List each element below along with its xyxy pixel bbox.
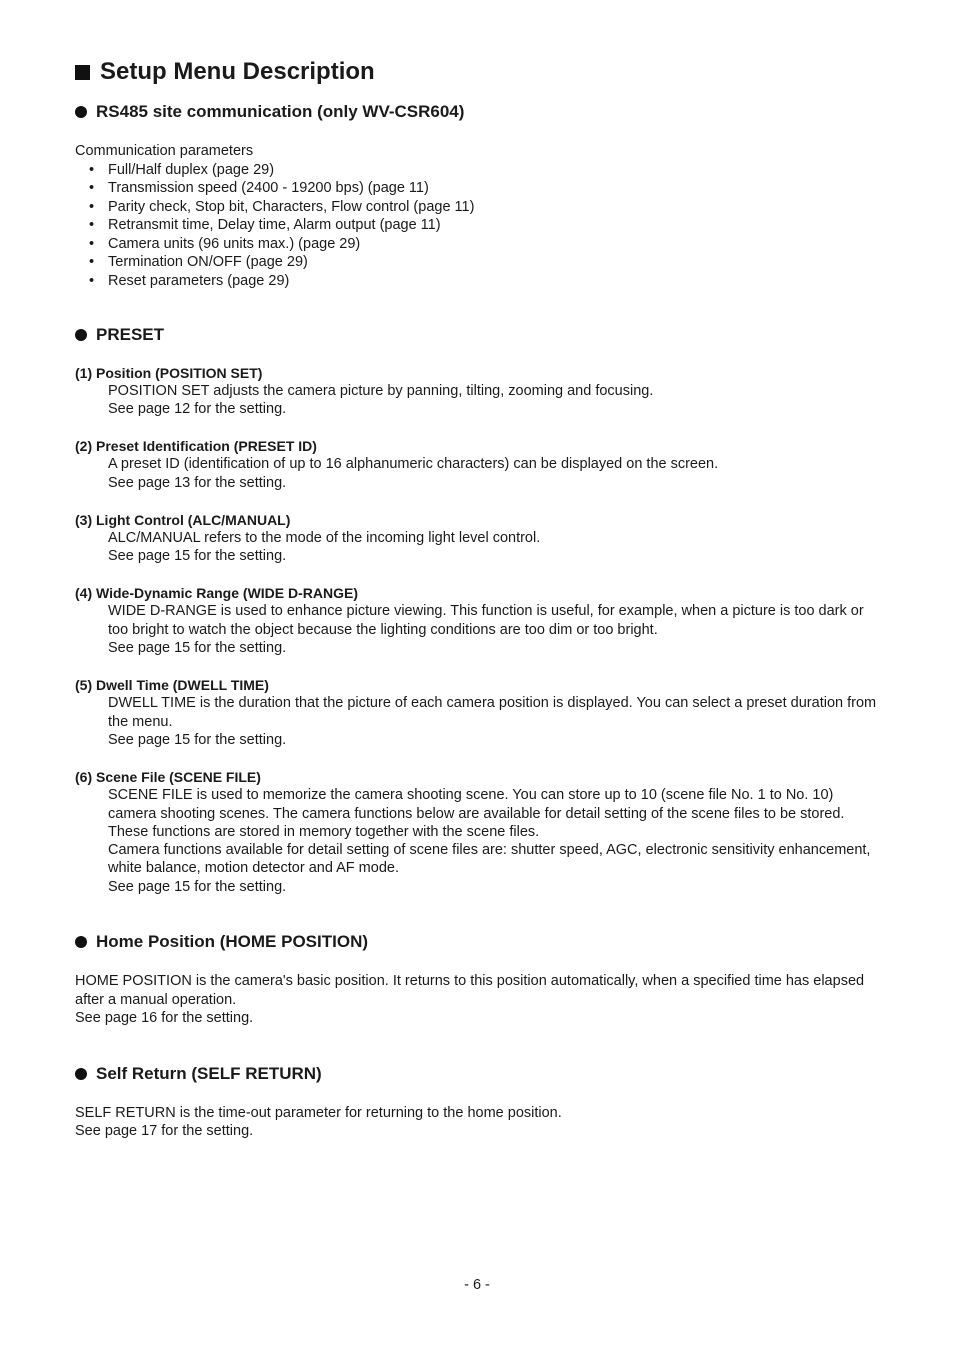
preset-item xyxy=(75,437,885,492)
item-title: (1) Position (POSITION SET) xyxy=(75,364,263,381)
section-rs485 xyxy=(75,102,885,291)
section-body: SELF RETURN is the time-out parameter for returning to the home position. See page 17 for the setting. xyxy=(75,1104,562,1139)
preset-item xyxy=(75,676,885,749)
list-item: • Retransmit time, Delay time, Alarm output (page 11) xyxy=(89,216,885,235)
list-item: • Termination ON/OFF (page 29) xyxy=(89,253,885,272)
preset-item xyxy=(75,511,885,566)
section-heading: PRESET xyxy=(75,325,885,345)
preset-item xyxy=(75,364,885,419)
section-preset xyxy=(75,325,885,896)
list-item: • Transmission speed (2400 - 19200 bps) (page 11) xyxy=(89,179,885,198)
document-page xyxy=(75,56,885,1141)
list-item: • Parity check, Stop bit, Characters, Flow control (page 11) xyxy=(89,198,885,217)
item-body: ALC/MANUAL refers to the mode of the incoming light level control. See page 15 for the setting. xyxy=(108,529,541,565)
circle-bullet-icon xyxy=(75,1068,87,1080)
section-heading: Self Return (SELF RETURN) xyxy=(75,1064,885,1084)
list-item: • Camera units (96 units max.) (page 29) xyxy=(89,235,885,254)
section-intro: Communication parameters xyxy=(75,143,254,159)
preset-item xyxy=(75,768,885,896)
item-title: (4) Wide-Dynamic Range (WIDE D-RANGE) xyxy=(75,585,359,602)
item-title: (6) Scene File (SCENE FILE) xyxy=(75,769,261,786)
section-home-position xyxy=(75,932,885,1028)
circle-bullet-icon xyxy=(75,936,87,948)
item-title: (3) Light Control (ALC/MANUAL) xyxy=(75,511,291,528)
section-self-return xyxy=(75,1064,885,1141)
item-title: (5) Dwell Time (DWELL TIME) xyxy=(75,677,269,694)
square-bullet-icon xyxy=(75,65,90,80)
circle-bullet-icon xyxy=(75,106,87,118)
page-title: Setup Menu Description xyxy=(75,56,885,88)
item-title: (2) Preset Identification (PRESET ID) xyxy=(75,438,317,455)
page-number: - 6 - xyxy=(464,1277,490,1293)
item-body: A preset ID (identification of up to 16 alphanumeric characters) can be displayed on the screen. See page 13 for the setting. xyxy=(108,456,719,491)
item-body: POSITION SET adjusts the camera picture by panning, tilting, zooming and focusing. See page 12 for the setting. xyxy=(108,382,654,417)
section-body: HOME POSITION is the camera's basic position. It returns to this position automatically, when a specified time has elapsed after a manual operation. See page 16 for the setting. xyxy=(75,973,865,1026)
preset-item xyxy=(75,584,885,657)
item-body: WIDE D-RANGE is used to enhance picture viewing. This function is useful, for example, when a picture is too dark or too bright to watch the object because the lighting conditions are too dim or too bright. See page 15 for the setting. xyxy=(108,603,864,657)
list-item: • Full/Half duplex (page 29) xyxy=(89,161,885,180)
item-body: DWELL TIME is the duration that the picture of each camera position is displayed. You can select a preset duration from the menu. See page 15 for the setting. xyxy=(108,695,877,748)
item-body: SCENE FILE is used to memorize the camera shooting scene. You can store up to 10 (scene file No. 1 to No. 10) camera shooting scenes. The camera functions below are available for detail setting of the scene files to be stored. These functions are stored in memory together with the scene files. Camera functions available for detail setting of scene files are: shutter speed, AGC, electronic sensitivity enhancement, white balance, motion detector and AF mode. See page 15 for the setting. xyxy=(108,787,871,895)
section-heading: Home Position (HOME POSITION) xyxy=(75,932,885,952)
list-item: • Reset parameters (page 29) xyxy=(89,272,885,291)
section-heading: RS485 site communication (only WV-CSR604) xyxy=(75,102,885,122)
parameter-list xyxy=(75,161,885,291)
circle-bullet-icon xyxy=(75,329,87,341)
